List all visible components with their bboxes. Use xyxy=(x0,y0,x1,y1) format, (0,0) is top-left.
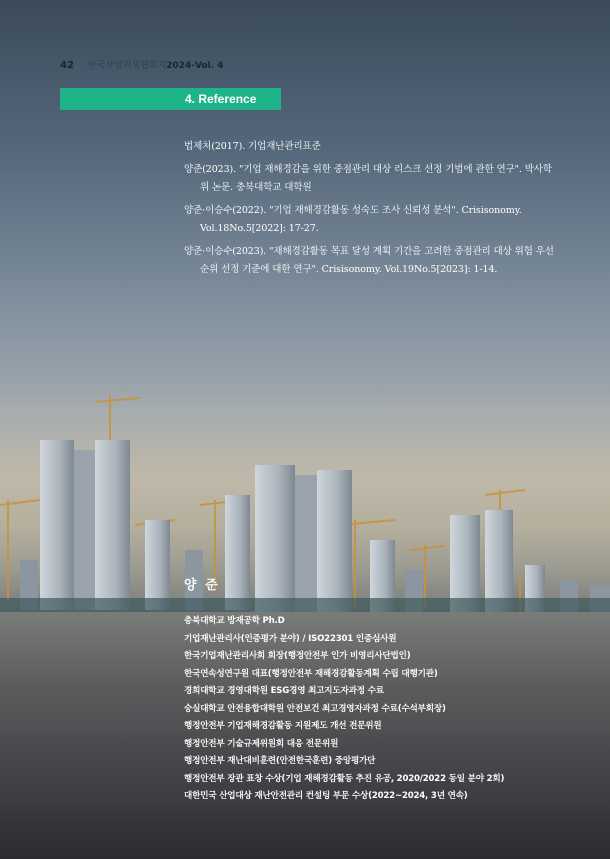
bio-line: 경희대학교 경영대학원 ESG경영 최고지도자과정 수료 xyxy=(184,686,384,696)
volume-label: 2024-Vol. 4 xyxy=(166,61,224,71)
magazine-title: 한국산업위생협회지 xyxy=(87,61,167,71)
running-header xyxy=(60,58,224,71)
bio-line: 충북대학교 방재공학 Ph.D xyxy=(184,616,285,626)
bio-line: 한국연속성연구원 대표(행정안전부 재해경감활동계획 수립 대행기관) xyxy=(184,668,438,679)
bio-line: 대한민국 산업대상 재난안전관리 컨설팅 부문 수상(2022~2024, 3년 연속) xyxy=(184,791,468,801)
reference-item: 법제처(2017). 기업재난관리표준 xyxy=(184,141,321,152)
reference-item: 양준·이승수(2023). "재해경감활동 목표 달성 계획 기간을 고려한 중점관리 대상 위험 우선순위 선정 기준에 대한 연구". Crisisonomy. Vol.19No.5[2023]: 1-14. xyxy=(184,246,554,275)
bio-line: 행정안전부 장관 표창 수상(기업 재해경감활동 추진 유공, 2020/2022 동일 분야 2회) xyxy=(184,773,505,784)
bio-line: 숭실대학교 안전융합대학원 안전보건 최고경영자과정 수료(수석부회장) xyxy=(184,703,446,714)
bio-line: 기업재난관리사(인증평가 분야) / ISO22301 인증심사원 xyxy=(184,633,397,644)
bio-line: 행정안전부 기술규제위원회 대응 전문위원 xyxy=(184,738,339,749)
author-bio xyxy=(184,613,584,806)
page-number: 42 xyxy=(60,60,74,71)
reference-item: 양준(2023). "기업 재해경감을 위한 중점관리 대상 리스크 선정 기법에 관한 연구". 박사학위 논문. 충북대학교 대학원 xyxy=(184,164,552,193)
bio-line: 행정안전부 재난대비훈련(안전한국훈련) 중앙평가단 xyxy=(184,756,376,766)
reference-item: 양준·이승수(2022). "기업 재해경감활동 성숙도 조사 신뢰성 분석". Crisisonomy. Vol.18No.5[2022]: 17-27. xyxy=(184,205,522,234)
section-title: 4. Reference xyxy=(185,92,257,106)
section-heading-bar xyxy=(60,88,281,110)
reference-list xyxy=(184,138,556,284)
bio-line: 한국기업재난관리사회 회장(행정안전부 인가 비영리사단법인) xyxy=(184,651,411,661)
author-name: 양 준 xyxy=(184,578,220,593)
bio-line: 행정안전부 기업재해경감활동 지원제도 개선 전문위원 xyxy=(184,721,382,731)
